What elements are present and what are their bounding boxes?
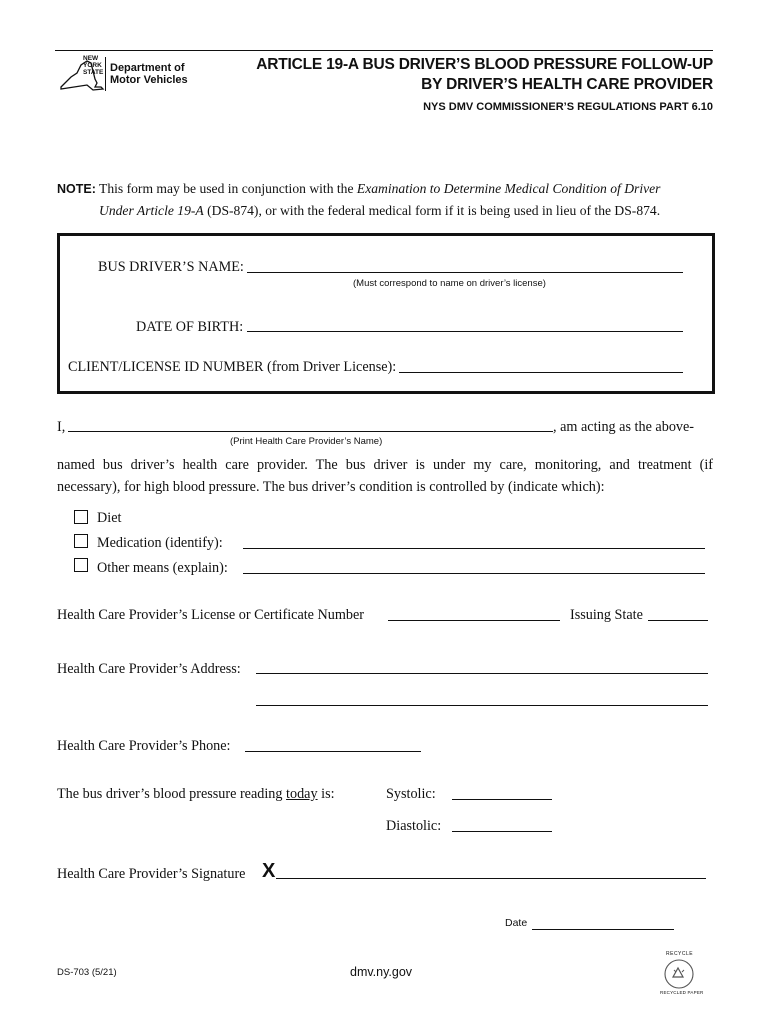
- note-text2: (DS-874), or with the federal medical form if it is being used in lieu of the DS-874.: [203, 203, 661, 218]
- logo-state-text: [83, 55, 103, 76]
- statement-line1: named bus driver’s health care provider. The bus driver is under my care, monitoring, and treatment (if: [57, 457, 713, 473]
- other-means-label: Other means (explain):: [97, 560, 228, 576]
- bus-driver-name-label: BUS DRIVER’S NAME:: [98, 259, 244, 275]
- logo-divider: [105, 57, 106, 91]
- signature-field[interactable]: [276, 878, 706, 879]
- note-label: NOTE:: [57, 182, 96, 196]
- form-title-line2: BY DRIVER’S HEALTH CARE PROVIDER: [421, 76, 713, 93]
- other-means-checkbox[interactable]: [74, 558, 88, 572]
- form-id: DS-703 (5/21): [57, 967, 117, 978]
- note-italic2: Under Article 19-A: [99, 203, 204, 218]
- provider-address-label: Health Care Provider’s Address:: [57, 661, 241, 677]
- diet-checkbox[interactable]: [74, 510, 88, 524]
- bp-reading-label: [57, 786, 335, 803]
- systolic-label: Systolic:: [386, 786, 436, 802]
- other-means-field[interactable]: [243, 573, 705, 574]
- bp-today: today: [286, 786, 318, 802]
- bp-label-post: is:: [317, 786, 335, 802]
- bus-driver-name-hint: (Must correspond to name on driver’s license): [353, 278, 546, 289]
- diet-label: Diet: [97, 510, 122, 526]
- provider-phone-field[interactable]: [245, 751, 421, 752]
- seal-bottom-text: RECYCLED PAPER: [660, 990, 704, 995]
- logo-dept-line: Motor Vehicles: [110, 74, 188, 86]
- note-italic1: Examination to Determine Medical Condition of Driver: [356, 181, 661, 196]
- license-number-label: Health Care Provider’s License or Certificate Number: [57, 607, 365, 623]
- logo-state-line: STATE: [83, 69, 104, 76]
- client-license-id-label: CLIENT/LICENSE ID NUMBER (from Driver License):: [68, 359, 397, 375]
- diastolic-label: Diastolic:: [386, 818, 442, 834]
- form-title-line1: ARTICLE 19-A BUS DRIVER’S BLOOD PRESSURE FOLLOW-UP: [256, 56, 713, 73]
- signature-x-mark: X: [262, 860, 276, 882]
- provider-address-field-1[interactable]: [256, 673, 708, 674]
- note-line2: [99, 203, 660, 219]
- license-number-field[interactable]: [388, 620, 560, 621]
- note-line1: [57, 181, 660, 197]
- recycled-paper-seal: [654, 949, 704, 999]
- provider-i-label: I,: [57, 419, 66, 435]
- website: dmv.ny.gov: [350, 965, 413, 979]
- date-label: Date: [505, 917, 528, 929]
- provider-name-hint: (Print Health Care Provider’s Name): [230, 436, 383, 447]
- medication-checkbox[interactable]: [74, 534, 88, 548]
- signature-label: Health Care Provider’s Signature: [57, 866, 246, 882]
- bp-label-pre: The bus driver’s blood pressure reading: [57, 786, 287, 802]
- provider-name-field[interactable]: [68, 431, 553, 432]
- date-of-birth-label: DATE OF BIRTH:: [136, 319, 244, 335]
- date-of-birth-field[interactable]: [247, 331, 683, 332]
- medication-label: Medication (identify):: [97, 535, 223, 551]
- header-rule: [55, 50, 713, 51]
- logo-state-line: YORK: [83, 62, 102, 69]
- seal-top-text: RECYCLE: [666, 951, 694, 957]
- client-license-id-field[interactable]: [399, 372, 683, 373]
- issuing-state-field[interactable]: [648, 620, 708, 621]
- form-subtitle: NYS DMV COMMISSIONER’S REGULATIONS PART 6.10: [423, 101, 713, 113]
- provider-phone-label: Health Care Provider’s Phone:: [57, 738, 231, 754]
- logo-dept-text: [110, 62, 188, 86]
- date-field[interactable]: [532, 929, 674, 930]
- logo-state-line: NEW: [83, 55, 99, 62]
- issuing-state-label: Issuing State: [570, 607, 643, 623]
- note-text1: This form may be used in conjunction with the: [95, 181, 357, 196]
- systolic-field[interactable]: [452, 799, 552, 800]
- acting-as-text: , am acting as the above-: [553, 419, 695, 435]
- medication-field[interactable]: [243, 548, 705, 549]
- statement-line2: necessary), for high blood pressure. The bus driver’s condition is controlled by (indicate which):: [57, 479, 605, 495]
- provider-address-field-2[interactable]: [256, 705, 708, 706]
- logo-dept-line: Department of: [110, 62, 185, 74]
- bus-driver-name-field[interactable]: [247, 272, 683, 273]
- dmv-logo: [57, 55, 197, 95]
- diastolic-field[interactable]: [452, 831, 552, 832]
